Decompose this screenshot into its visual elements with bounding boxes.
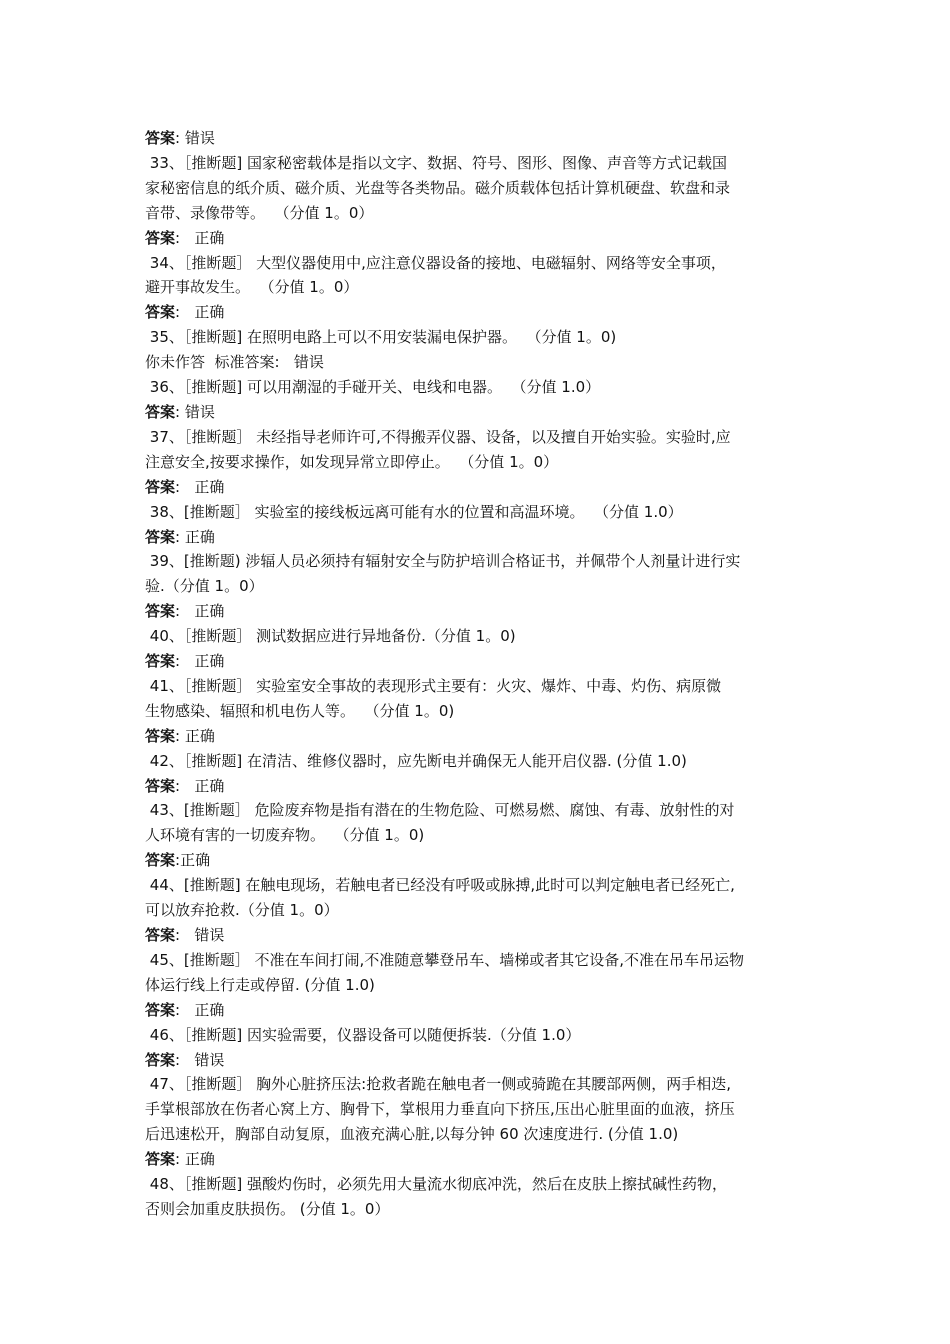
answer-label: 答案 <box>145 776 176 795</box>
answer-label: 答案 <box>145 926 176 944</box>
line-text: 否则会加重皮肤损伤。 (分值 1。0） <box>145 1199 390 1218</box>
answer-label: 答案 <box>145 228 176 247</box>
answer-value: : 错误 <box>175 402 215 421</box>
document-page <box>145 126 810 1222</box>
answer-line <box>145 599 810 624</box>
answer-value: : 错误 <box>175 1050 225 1069</box>
answer-label: 答案 <box>145 1150 176 1169</box>
question-line <box>145 624 810 649</box>
line-text: 46、［推断题] 因实验需要，仪器设备可以随便拆装.（分值 1.0） <box>145 1025 581 1044</box>
question-line <box>145 1023 810 1048</box>
line-text: 47、［推断题］ 胸外心脏挤压法:抢救者跪在触电者一侧或骑跪在其腰部两侧，两手相迭, <box>145 1075 731 1094</box>
line-text: 验.（分值 1。0） <box>145 577 264 596</box>
question-line <box>145 674 810 699</box>
line-text: 40、［推断题］ 测试数据应进行异地备份.（分值 1。0) <box>145 627 516 646</box>
question-line <box>145 450 810 475</box>
answer-value: : 正确 <box>175 652 225 671</box>
line-text: 手掌根部放在伤者心窝上方、胸骨下，掌根用力垂直向下挤压,压出心脏里面的血液，挤压 <box>145 1100 735 1119</box>
answer-label: 答案 <box>145 402 176 421</box>
standard-answer-line <box>145 350 810 375</box>
line-text: 45、[推断题］ 不准在车间打闹,不准随意攀登吊车、墙梯或者其它设备,不准在吊车吊运物 <box>145 950 745 969</box>
line-text: 避开事故发生。 （分值 1。0） <box>145 278 359 297</box>
answer-line <box>145 649 810 674</box>
answer-line <box>145 998 810 1023</box>
answer-line <box>145 1147 810 1172</box>
answer-line <box>145 774 810 799</box>
answer-line <box>145 1048 810 1073</box>
answer-label: 答案 <box>145 602 176 621</box>
line-text: 44、[推断题] 在触电现场，若触电者已经没有呼吸或脉搏,此时可以判定触电者已经死亡, <box>145 876 735 895</box>
question-line <box>145 873 810 898</box>
line-text: 生物感染、辐照和机电伤人等。 （分值 1。0) <box>145 701 455 720</box>
answer-label: 答案 <box>145 477 176 496</box>
answer-line <box>145 226 810 251</box>
answer-label: 答案 <box>145 129 176 147</box>
line-text: 可以放弃抢救.（分值 1。0） <box>145 901 339 920</box>
line-text: 后迅速松开，胸部自动复原，血液充满心脏,以每分钟 60 次速度进行. (分值 1.0) <box>145 1125 679 1144</box>
line-text: 41、［推断题］ 实验室安全事故的表现形式主要有：火灾、爆炸、中毒、灼伤、病原微 <box>145 676 722 695</box>
answer-value: : 正确 <box>175 477 225 496</box>
answer-label: 答案 <box>145 1000 176 1019</box>
line-text: 38、[推断题］ 实验室的接线板远离可能有水的位置和高温环境。 （分值 1.0） <box>145 502 683 521</box>
question-line <box>145 749 810 774</box>
answer-label: 答案 <box>145 527 176 546</box>
line-text: 体运行线上行走或停留. (分值 1.0) <box>145 975 375 994</box>
line-text: 42、［推断题] 在清洁、维修仪器时，应先断电并确保无人能开启仪器. (分值 1.0) <box>145 751 687 770</box>
line-text: 音带、录像带等。 （分值 1。0） <box>145 203 374 222</box>
question-line <box>145 500 810 525</box>
line-text: 人环境有害的一切废弃物。 （分值 1。0) <box>145 826 425 845</box>
line-text: 34、［推断题］ 大型仪器使用中,应注意仪器设备的接地、电磁辐射、网络等安全事项， <box>145 253 726 272</box>
answer-value: :正确 <box>175 851 211 870</box>
line-text: 48、［推断题] 强酸灼伤时，必须先用大量流水彻底冲洗，然后在皮肤上擦拭碱性药物， <box>145 1175 727 1194</box>
answer-value: : 错误 <box>175 129 215 147</box>
question-line <box>145 1122 810 1147</box>
answer-line <box>145 126 810 151</box>
line-text: 37、［推断题］ 未经指导老师许可,不得搬弄仪器、设备，以及擅自开始实验。实验时,应 <box>145 427 731 446</box>
answer-line <box>145 475 810 500</box>
answer-value: : 正确 <box>175 726 215 745</box>
question-line <box>145 375 810 400</box>
line-text: 36、［推断题] 可以用潮湿的手碰开关、电线和电器。 （分值 1.0） <box>145 378 601 397</box>
question-line <box>145 201 810 226</box>
answer-value: : 正确 <box>175 1150 215 1169</box>
line-text: 39、[推断题) 涉辐人员必须持有辐射安全与防护培训合格证书，并佩带个人剂量计进行实 <box>145 552 741 571</box>
answer-value: : 错误 <box>175 926 225 944</box>
answer-value: : 正确 <box>175 776 225 795</box>
question-line <box>145 251 810 276</box>
question-line <box>145 1072 810 1097</box>
answer-label: 答案 <box>145 303 176 322</box>
question-line <box>145 574 810 599</box>
line-text: 家秘密信息的纸介质、磁介质、光盘等各类物品。磁介质载体包括计算机硬盘、软盘和录 <box>145 178 731 197</box>
question-line <box>145 549 810 574</box>
question-line <box>145 1097 810 1122</box>
question-line <box>145 798 810 823</box>
answer-value: : 正确 <box>175 602 225 621</box>
answer-line <box>145 300 810 325</box>
question-line <box>145 699 810 724</box>
question-line <box>145 151 810 176</box>
question-line <box>145 898 810 923</box>
line-text: 你未作答 标准答案: 错误 <box>145 353 324 372</box>
answer-line <box>145 724 810 749</box>
question-line <box>145 823 810 848</box>
answer-line <box>145 525 810 550</box>
answer-value: : 正确 <box>175 1000 225 1019</box>
answer-label: 答案 <box>145 851 176 870</box>
question-line <box>145 275 810 300</box>
answer-value: : 正确 <box>175 228 225 247</box>
answer-label: 答案 <box>145 726 176 745</box>
question-line <box>145 1197 810 1222</box>
question-line <box>145 948 810 973</box>
question-line <box>145 325 810 350</box>
answer-value: : 正确 <box>175 527 215 546</box>
line-text: 注意安全,按要求操作，如发现异常立即停止。 （分值 1。0） <box>145 452 559 471</box>
answer-line <box>145 848 810 873</box>
question-line <box>145 425 810 450</box>
question-line <box>145 1172 810 1197</box>
answer-value: : 正确 <box>175 303 225 322</box>
answer-line <box>145 923 810 948</box>
line-text: 35、［推断题] 在照明电路上可以不用安装漏电保护器。 （分值 1。0) <box>145 328 617 347</box>
line-text: 33、［推断题] 国家秘密载体是指以文字、数据、符号、图形、图像、声音等方式记载国 <box>145 153 727 172</box>
answer-label: 答案 <box>145 652 176 671</box>
question-line <box>145 973 810 998</box>
answer-label: 答案 <box>145 1050 176 1069</box>
line-text: 43、[推断题］ 危险废弃物是指有潜在的生物危险、可燃易燃、腐蚀、有毒、放射性的对 <box>145 801 735 820</box>
answer-line <box>145 400 810 425</box>
question-line <box>145 176 810 201</box>
